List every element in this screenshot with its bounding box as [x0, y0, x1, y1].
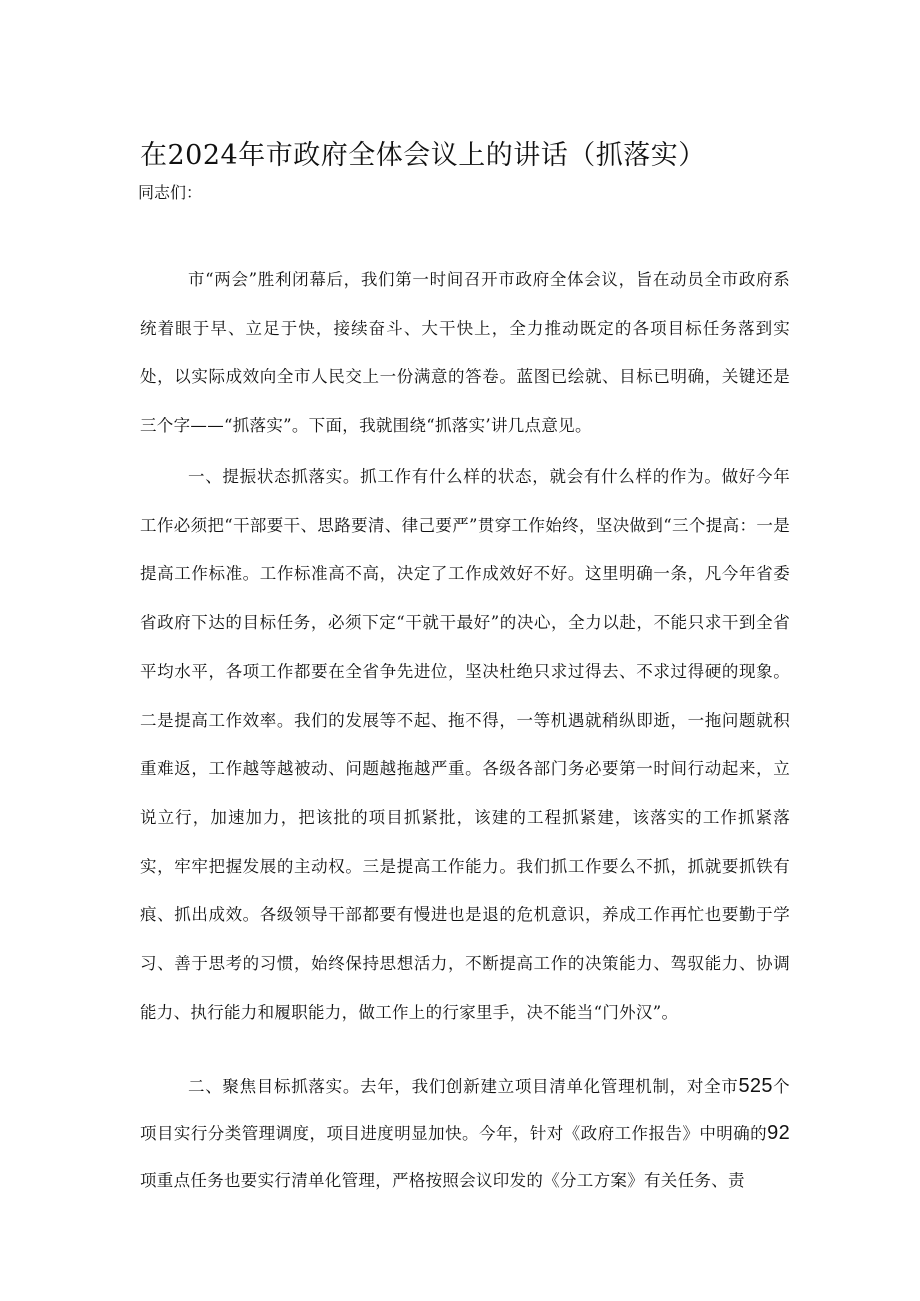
paragraph-section-two-text-b: 个项目实行分类管理调度，项目进度明显加快。今年，针对《政府工作报告》中明确的 [140, 1077, 790, 1143]
key-task-count-number: 92 [767, 1122, 790, 1144]
paragraph-intro: 市“两会”胜利闭幕后，我们第一时间召开市政府全体会议，旨在动员全市政府系统着眼于早、立足于快，接续奋斗、大干快上，全力推动既定的各项目标任务落到实处，以实际成效向全市人民交上一份满意的答卷。蓝图已绘就、目标已明确，关键还是三个字——“抓落实”。下面，我就围绕“抓落实’讲几点意见。 [140, 270, 790, 435]
project-count-number: 525 [738, 1075, 773, 1097]
document-title: 在2024年市政府全体会议上的讲话（抓落实） [140, 140, 706, 171]
paragraph-section-two-text-c: 项重点任务也要实行清单化管理，严格按照会议印发的《分工方案》有关任务、责 [140, 1171, 745, 1190]
salutation: 同志们： [138, 183, 203, 202]
paragraph-section-one: 一、提振状态抓落实。抓工作有什么样的状态，就会有什么样的作为。做好今年工作必须把“干部要干、思路要清、律己要严”贯穿工作始终，坚决做到“三个提高：一是提高工作标准。工作标准高不高，决定了工作成效好不好。这里明确一条，凡今年省委省政府下达的目标任务，必须下定“干就干最好”的决心，全力以赴，不能只求干到全省平均水平，各项工作都要在全省争先进位，坚决杜绝只求过得去、不求过得硬的现象。二是提高工作效率。我们的发展等不起、拖不得，一等机遇就稍纵即逝，一拖问题就积重难返，工作越等越被动、问题越拖越严重。各级各部门务必要第一时间行动起来，立说立行，加速加力，把该批的项目抓紧批，该建的工程抓紧建，该落实的工作抓紧落实，牢牢把握发展的主动权。三是提高工作能力。我们抓工作要么不抓，抓就要抓铁有痕、抓出成效。各级领导干部都要有慢进也是退的危机意识，养成工作再忙也要勤于学习、善于思考的习惯，始终保持思想活力，不断提高工作的决策能力、驾驭能力、协调能力、执行能力和履职能力，做工作上的行家里手，决不能当“门外汉”。 [140, 467, 790, 1022]
paragraph-section-two [140, 1063, 790, 1204]
paragraph-section-two-text-a: 二、聚焦目标抓落实。去年，我们创新建立项目清单化管理机制，对全市 [188, 1077, 739, 1096]
